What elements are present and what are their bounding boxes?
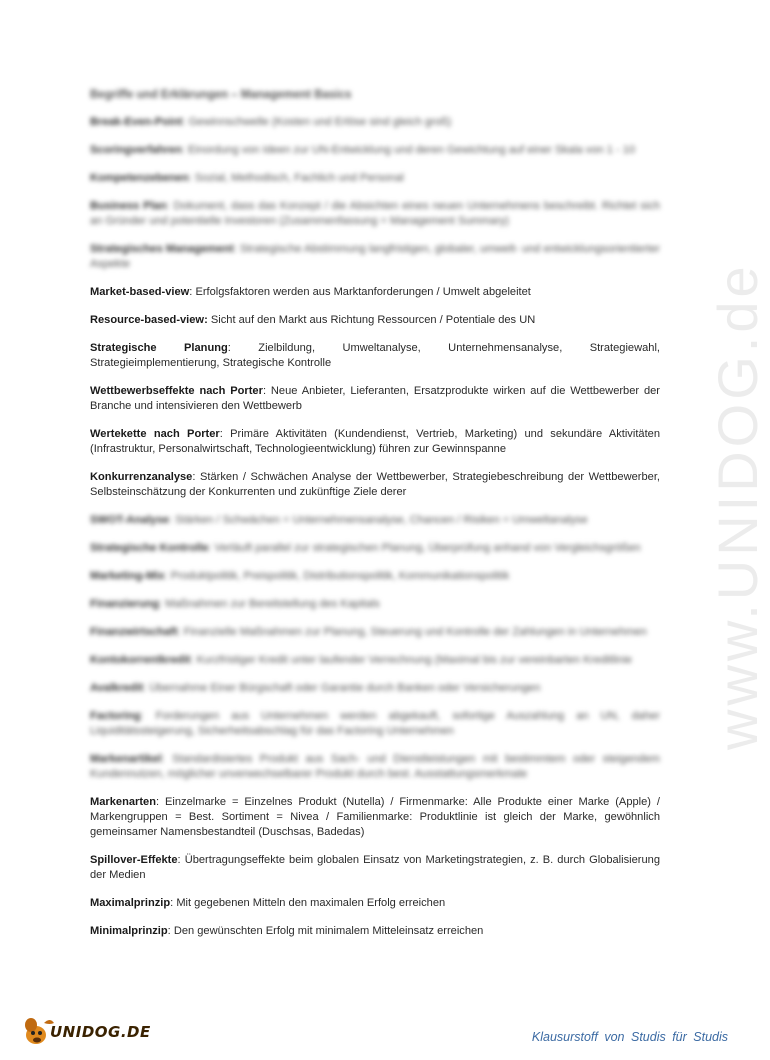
glossary-definition: Strategische Abstimmung langfristigen, globaler, umwelt- und entwicklungsorientierter Aspekte [90, 243, 660, 270]
glossary-definition: Sicht auf den Markt aus Richtung Ressourcen / Potentiale des UN [210, 314, 536, 326]
glossary-term: Factoring [90, 710, 141, 722]
glossary-term: Spillover-Effekte [90, 854, 178, 866]
glossary-term: Resource-based-view: [90, 314, 208, 326]
glossary-term: Markenarten [90, 796, 156, 808]
glossary-term: Strategische Kontrolle [90, 542, 209, 554]
glossary-entry [90, 470, 660, 500]
glossary-definition: Primäre Aktivitäten (Kundendienst, Vertrieb, Marketing) und sekundäre Aktivitäten (Infrastruktur, Personalwirtschaft, Technologieentwicklung) führen zur Gewinnspanne [90, 428, 660, 455]
logo-text: UNIDOG.DE [50, 1023, 151, 1041]
term-separator: : [189, 286, 196, 298]
glossary-definition: Sozial, Methodisch, Fachlich und Personal [194, 172, 404, 184]
term-separator: : [262, 385, 271, 397]
term-separator: : [140, 710, 156, 722]
term-separator: : [168, 514, 176, 526]
term-separator: : [182, 116, 189, 128]
watermark: www.UNIDOG.de [706, 262, 769, 750]
glossary-entry [90, 896, 660, 911]
glossary-term: Markenartikel [90, 753, 162, 765]
term-separator: : [155, 796, 165, 808]
glossary-term: Strategisches Management [90, 243, 234, 255]
glossary-definition: Übernahme Einer Bürgschaft oder Garantie durch Banken oder Versicherungen [149, 682, 541, 694]
document-title: Begriffe und Erklärungen – Management Basics [90, 89, 352, 101]
term-separator: : [181, 144, 189, 156]
glossary-term: Avalkredit [90, 682, 144, 694]
glossary-term: Break-Even-Point [90, 116, 183, 128]
glossary-entry [90, 569, 660, 584]
glossary-entry [90, 313, 660, 328]
glossary-entry [90, 341, 660, 371]
term-separator: : [192, 471, 201, 483]
term-separator: : [190, 654, 197, 666]
glossary-definition: Dokument, dass das Konzept / die Absichten eines neuen Unternehmens beschreibt. Richtet sich an Gründer und potentielle Investoren (Zusammenfassung = Management Summary) [90, 200, 661, 227]
glossary-term: Strategische Planung [90, 342, 228, 354]
term-separator: : [188, 172, 195, 184]
term-separator: : [159, 598, 166, 610]
glossary-term: Wertekette nach Porter [90, 428, 220, 440]
glossary-definition: Verläuft parallel zur strategischen Planung, Überprüfung anhand von Vergleichsgrößen [214, 542, 641, 554]
glossary-definition: Forderungen aus Unternehmen werden abgekauft, sofortige Auszahlung an UN, daher Liquiditätssteigerung, Sicherheitsabschlag für das Factoring Unternehmen [90, 710, 660, 737]
glossary-entry [90, 924, 660, 939]
glossary-entry [90, 427, 660, 457]
glossary-definition: Kurzfristiger Kredit unter laufender Verrechnung (Maximal bis zur vereinbarten Kreditlinie [196, 654, 632, 666]
glossary-definition: Finanzielle Maßnahmen zur Planung, Steuerung und Kontrolle der Zahlungen in Unternehmen [183, 626, 647, 638]
glossary-term: Market-based-view [90, 286, 190, 298]
term-separator: : [170, 897, 177, 909]
glossary-entry [90, 853, 660, 883]
glossary-entry [90, 242, 660, 272]
glossary-entry [90, 625, 660, 640]
glossary-entry [90, 709, 660, 739]
footer-slogan: Klausurstoff von Studis für Studis [531, 1030, 728, 1044]
glossary-entry [90, 115, 660, 130]
glossary-definition: Standardisiertes Produkt aus Sach- und Dienstleistungen mit bestimmtem oder steigendem Kundennutzen, möglicher unverwechselbarer Produkt durch best. Ausstattungsmerkmale [90, 753, 660, 780]
glossary-definition: Stärken / Schwächen = Unternehmensanalyse, Chancen / Risiken = Umweltanalyse [175, 514, 588, 526]
glossary-definition: Neue Anbieter, Lieferanten, Ersatzprodukte wirken auf die Wettbewerber der Branche und intensivieren den Wettbewerb [90, 385, 661, 412]
term-separator: : [161, 753, 173, 765]
glossary-term: Konkurrenzanalyse [90, 471, 193, 483]
glossary-list [90, 115, 660, 939]
document-content [90, 88, 660, 952]
glossary-entry [90, 541, 660, 556]
glossary-definition: Erfolgsfaktoren werden aus Marktanforderungen / Umwelt abgeleitet [195, 286, 531, 298]
glossary-definition: Einordung von Ideen zur UN-Entwicklung und deren Gewichtung auf einer Skala von 1 - 10 [188, 144, 636, 156]
glossary-entry [90, 171, 660, 186]
term-separator: : [164, 570, 171, 582]
glossary-entry [90, 752, 660, 782]
glossary-term: Wettbewerbseffekte nach Porter [90, 385, 263, 397]
glossary-entry [90, 513, 660, 528]
term-separator: : [219, 428, 231, 440]
unidog-logo [22, 1013, 152, 1049]
glossary-term: Maximalprinzip [90, 897, 171, 909]
glossary-term: Kontokorrentkredit [90, 654, 191, 666]
glossary-term: Finanzierung [90, 598, 160, 610]
term-separator: : [208, 542, 215, 554]
term-separator: : [233, 243, 240, 255]
glossary-definition: Stärken / Schwächen Analyse der Wettbewerber, Strategiebeschreibung der Wettbewerber, Selbsteinschätzung der Konkurrenten und zukünftige Ziele derer [90, 471, 660, 498]
glossary-definition: Übertragungseffekte beim globalen Einsatz von Marketingstrategien, z. B. durch Globalisierung der Medien [90, 854, 661, 881]
term-separator: : [166, 200, 174, 212]
term-separator: : [167, 925, 174, 937]
glossary-entry [90, 795, 660, 840]
glossary-term: Minimalprinzip [90, 925, 168, 937]
glossary-entry [90, 384, 660, 414]
glossary-term: Scoringverfahren [90, 144, 182, 156]
glossary-definition: Zielbildung, Umweltanalyse, Unternehmensanalyse, Strategiewahl, Strategieimplementierung, Strategische Kontrolle [90, 342, 660, 369]
glossary-term: Marketing-Mix [90, 570, 165, 582]
glossary-definition: Mit gegebenen Mitteln den maximalen Erfolg erreichen [176, 897, 446, 909]
glossary-entry [90, 199, 660, 229]
term-separator: : [177, 854, 185, 866]
glossary-term: Business Plan [90, 200, 167, 212]
glossary-entry [90, 285, 660, 300]
glossary-term: Kompetenzebenen [90, 172, 189, 184]
glossary-definition: Einzelmarke = Einzelnes Produkt (Nutella) / Firmenmarke: Alle Produkte einer Marke (Apple) / Markengruppen = Best. Sortiment = Nivea / Familienmarke: Produktlinie ist gleich der Marke, gewöhnlich gemeinsamer Namensbestandteil (Duschsas, Badedas) [90, 796, 660, 838]
glossary-term: Finanzwirtschaft [90, 626, 178, 638]
glossary-entry [90, 143, 660, 158]
term-separator: : [177, 626, 184, 638]
glossary-entry [90, 597, 660, 612]
glossary-definition: Produktpolitik, Preispolitik, Distributionspolitik, Kommunikationspolitik [170, 570, 510, 582]
glossary-entry [90, 681, 660, 696]
glossary-definition: Den gewünschten Erfolg mit minimalem Mitteleinsatz erreichen [173, 925, 484, 937]
glossary-term: SWOT-Analyse [90, 514, 169, 526]
glossary-definition: Maßnahmen zur Bereitstellung des Kapitals [165, 598, 380, 610]
term-separator: : [227, 342, 259, 354]
glossary-entry [90, 653, 660, 668]
glossary-definition: Gewinnschwelle (Kosten und Erlöse sind gleich groß) [188, 116, 452, 128]
term-separator: : [143, 682, 150, 694]
